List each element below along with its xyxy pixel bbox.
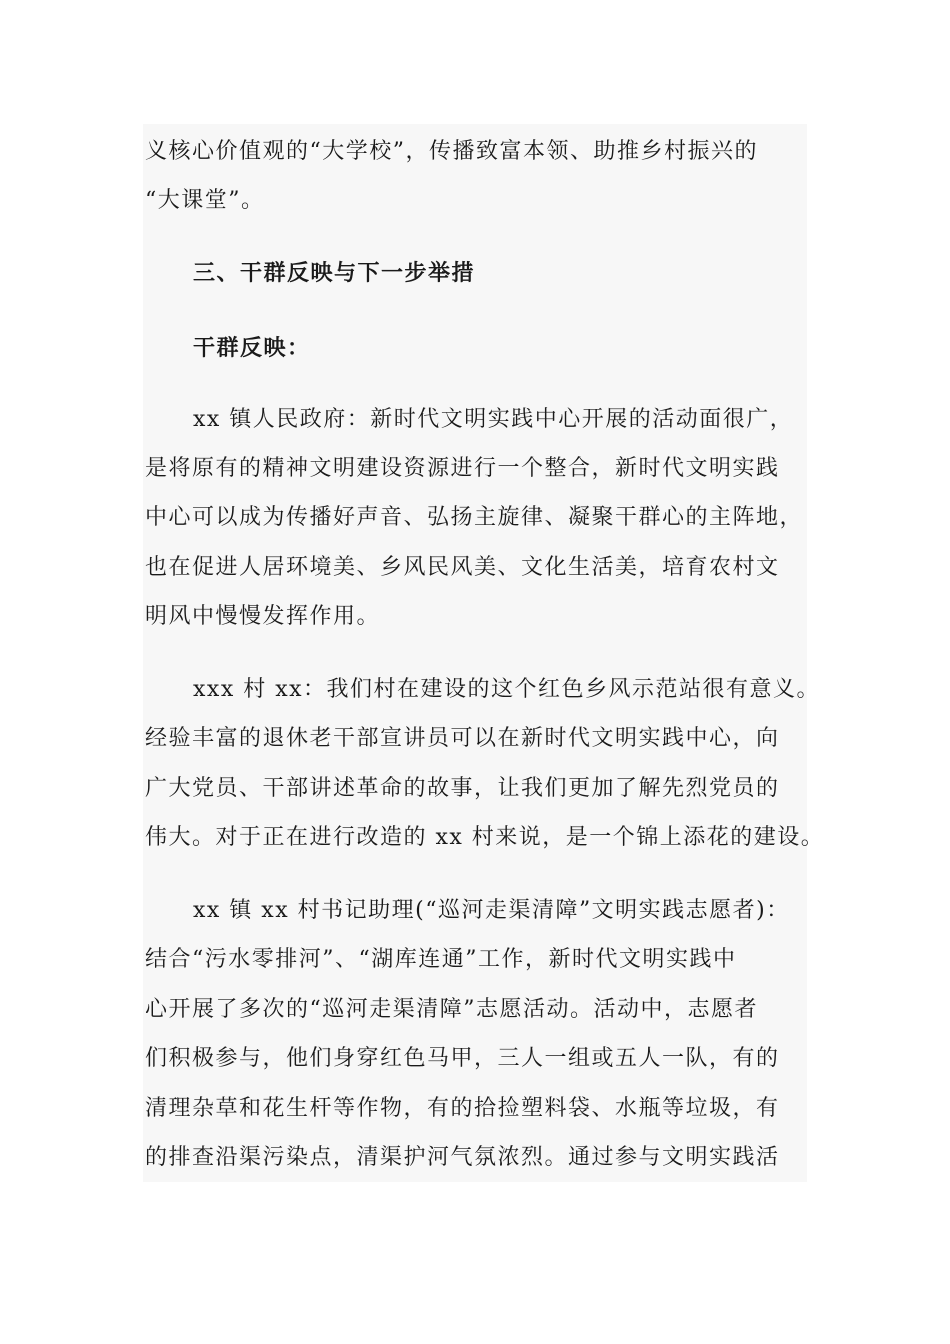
paragraph-line: 伟大。对于正在进行改造的 xx 村来说，是一个锦上添花的建设。: [145, 825, 825, 850]
paragraph-line: xx 镇 xx 村书记助理(“巡河走渠清障”文明实践志愿者)：: [193, 898, 790, 923]
section-heading: 三、干群反映与下一步举措: [193, 260, 476, 286]
paragraph-line: 结合“污水零排河”、“湖库连通”工作，新时代文明实践中: [145, 947, 737, 972]
paragraph-line: 义核心价值观的“大学校”，传播致富本领、助推乡村振兴的: [145, 139, 758, 164]
paragraph-line: 广大党员、干部讲述革命的故事，让我们更加了解先烈党员的: [145, 776, 780, 801]
paragraph-line: 清理杂草和花生杆等作物，有的拾捡塑料袋、水瓶等垃圾，有: [145, 1096, 780, 1121]
paragraph-line: 经验丰富的退休老干部宣讲员可以在新时代文明实践中心，向: [145, 726, 780, 751]
paragraph-line: 明风中慢慢发挥作用。: [145, 604, 381, 629]
paragraph-line: 中心可以成为传播好声音、弘扬主旋律、凝聚干群心的主阵地，: [145, 505, 804, 530]
paragraph-line: 是将原有的精神文明建设资源进行一个整合，新时代文明实践: [145, 456, 780, 481]
paragraph-line: 的排查沿渠污染点，清渠护河气氛浓烈。通过参与文明实践活: [145, 1145, 780, 1170]
paragraph-line: 心开展了多次的“巡河走渠清障”志愿活动。活动中，志愿者: [145, 997, 758, 1022]
subsection-heading: 干群反映：: [193, 335, 311, 361]
paragraph-line: “大课堂”。: [145, 188, 265, 213]
paragraph-line: 们积极参与，他们身穿红色马甲，三人一组或五人一队，有的: [145, 1046, 780, 1071]
paragraph-line: 也在促进人居环境美、乡风民风美、文化生活美，培育农村文: [145, 555, 780, 580]
paragraph-line: xxx 村 xx：我们村在建设的这个红色乡风示范站很有意义。: [193, 677, 821, 702]
paragraph-line: xx 镇人民政府：新时代文明实践中心开展的活动面很广，: [193, 407, 794, 432]
